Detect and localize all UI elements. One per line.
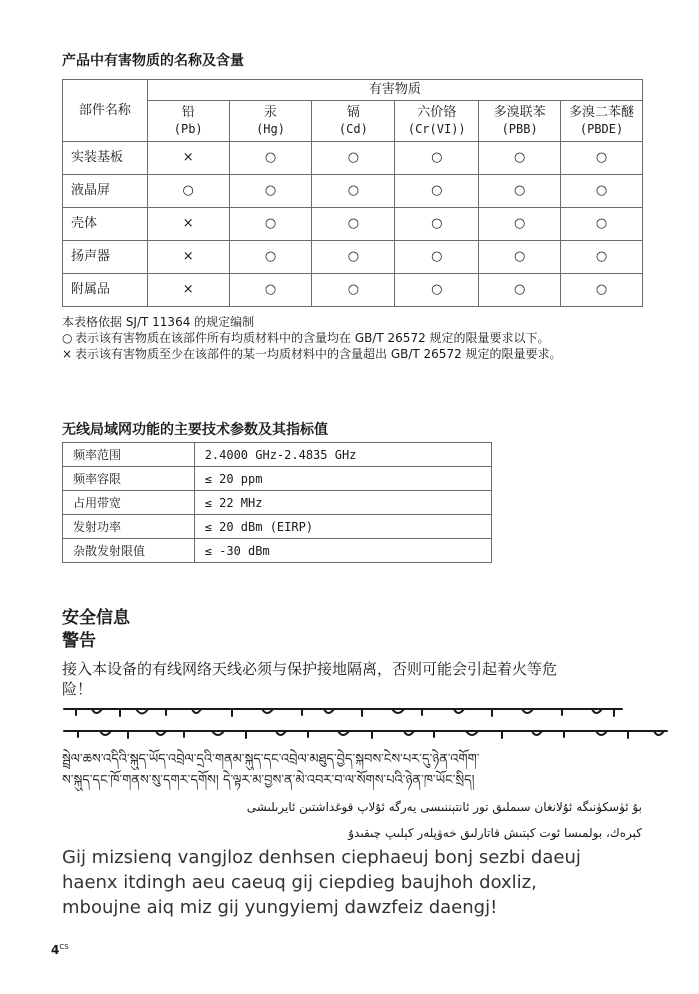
column-header-cd: 镉 (Cd) — [312, 101, 395, 142]
substances-title: 产品中有害物质的名称及含量 — [62, 53, 244, 69]
table-row: 频率范围 2.4000 GHz-2.4835 GHz — [63, 443, 492, 467]
column-header-pbde: 多溴二苯醚 (PBDE) — [561, 101, 643, 142]
tibetan-warning-line-1: སྦྲེལ་ཆས་འདིའི་སྐུད་ཡོད་འབྲེལ་དྲའི་གནམ་སྐུད་དང་འབྲེལ་མཐུད་བྱེད་སྐབས་ངེས་པར་དུ་ཉེན་འགོག་ — [62, 752, 480, 767]
table-row: 附属品 × ○ ○ ○ ○ ○ — [63, 274, 643, 307]
table-row: 频率容限 ≤ 20 ppm — [63, 467, 492, 491]
wireless-title: 无线局域网功能的主要技术参数及其指标值 — [62, 422, 328, 438]
tibetan-warning-line-2: ས་སྐུད་དང་ཁོ་གནས་སུ་དགར་དགོས། དེ་ལྟར་མ་བྱས་ན་མེ་འབར་བ་ལ་སོགས་པའི་ཉེན་ཁ་ཡོང་སྲིད། — [62, 773, 475, 788]
table-row: 扬声器 × ○ ○ ○ ○ ○ — [63, 241, 643, 274]
page-number: $4^{CS}$ — [51, 943, 69, 957]
uyghur-warning-line-2: كېرەك، بولمىسا ئوت كېتىش قاتارلىق خەۋپلەر كېلىپ چىقىدۇ — [348, 826, 642, 840]
warning-chinese: 接入本设备的有线网络天线必须与保护接地隔离，否则可能会引起着火等危险！ — [62, 660, 558, 698]
table-row: 杂散发射限值 ≤ -30 dBm — [63, 539, 492, 563]
note-circle: 表示该有害物质在该部件所有均质材料中的含量均在 GB/T 26572 规定的限量要求以下。 — [75, 331, 550, 345]
table-row: 液晶屏 ○ ○ ○ ○ ○ ○ — [63, 175, 643, 208]
column-header-hg: 汞 (Hg) — [229, 101, 312, 142]
cross-mark: × — [62, 347, 73, 361]
zhuang-warning-text: Gij mizsienq vangjloz denhsen ciephaeuj bonj sezbi daeuj haenx itdingh aeu caeuq gij ciepdieg baujhoh doxliz, mboujne aiq miz gij yungyiemj dawzfeiz daengj! — [62, 847, 581, 918]
note-cross: 表示该有害物质至少在该部件的某一均质材料中的含量超出 GB/T 26572 规定的限量要求。 — [75, 347, 562, 361]
warning-title: 警告 — [62, 631, 96, 651]
hazardous-substances-table — [62, 79, 643, 307]
table-row: 发射功率 ≤ 20 dBm (EIRP) — [63, 515, 492, 539]
uyghur-warning-line-1: بۇ ئۈسكۈنىگە ئۇلانغان سىملىق تور ئانتېننىسى يەرگە ئۇلاپ قوغداشتىن ئايرىلىشى — [246, 800, 642, 814]
wireless-spec-table — [62, 442, 492, 563]
safety-title: 安全信息 — [62, 608, 130, 628]
table-row: 实装基板 × ○ ○ ○ ○ ○ — [63, 142, 643, 175]
circle-mark: ○ — [62, 331, 73, 345]
part-name-header: 部件名称 — [63, 80, 148, 142]
column-header-pb: 铅 (Pb) — [147, 101, 229, 142]
hazardous-substances-header: 有害物质 — [147, 80, 642, 101]
table-row: 占用带宽 ≤ 22 MHz — [63, 491, 492, 515]
column-header-pbb: 多溴联苯 (PBB) — [479, 101, 561, 142]
table-row: 壳体 × ○ ○ ○ ○ ○ — [63, 208, 643, 241]
mongolian-warning-text — [62, 700, 672, 742]
substances-notes — [62, 314, 582, 362]
table-basis: 本表格依据 SJ/T 11364 的规定编制 — [62, 315, 255, 329]
column-header-cr6: 六价铬 (Cr(VI)) — [395, 101, 479, 142]
